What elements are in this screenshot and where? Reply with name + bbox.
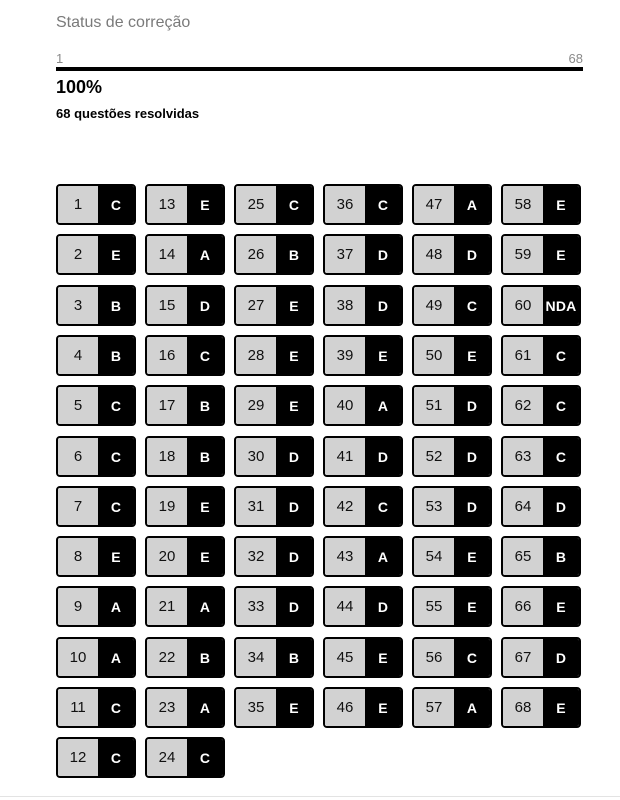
answer-cell[interactable] — [323, 285, 403, 326]
bottom-divider — [0, 796, 620, 797]
answer-letter: A — [187, 588, 223, 625]
question-number: 25 — [236, 186, 276, 223]
answer-letter: NDA — [543, 287, 579, 324]
question-number: 9 — [58, 588, 98, 625]
question-number: 46 — [325, 689, 365, 726]
question-number: 43 — [325, 538, 365, 575]
question-number: 1 — [58, 186, 98, 223]
answer-cell[interactable] — [234, 285, 314, 326]
answer-letter: A — [98, 639, 134, 676]
answer-cell[interactable] — [323, 385, 403, 426]
answer-cell[interactable] — [234, 234, 314, 275]
answer-letter: D — [365, 287, 401, 324]
answer-cell[interactable] — [56, 184, 136, 225]
answer-letter: A — [98, 588, 134, 625]
question-number: 53 — [414, 488, 454, 525]
question-number: 65 — [503, 538, 543, 575]
answer-cell[interactable] — [145, 385, 225, 426]
answer-cell[interactable] — [234, 486, 314, 527]
answer-cell[interactable] — [412, 586, 492, 627]
answer-letter: B — [543, 538, 579, 575]
question-number: 55 — [414, 588, 454, 625]
answer-cell[interactable] — [234, 385, 314, 426]
answer-cell[interactable] — [145, 737, 225, 778]
answer-cell[interactable] — [412, 436, 492, 477]
answer-letter: E — [187, 488, 223, 525]
answer-cell[interactable] — [323, 335, 403, 376]
answer-letter: C — [543, 337, 579, 374]
question-number: 20 — [147, 538, 187, 575]
answer-letter: E — [454, 588, 490, 625]
answer-cell[interactable] — [412, 285, 492, 326]
answer-cell[interactable] — [145, 436, 225, 477]
question-number: 52 — [414, 438, 454, 475]
answer-letter: D — [276, 538, 312, 575]
answer-letter: D — [454, 488, 490, 525]
question-number: 4 — [58, 337, 98, 374]
answer-letter: C — [98, 739, 134, 776]
question-number: 40 — [325, 387, 365, 424]
answer-letter: D — [365, 438, 401, 475]
answer-letter: D — [454, 387, 490, 424]
answer-letter: B — [187, 639, 223, 676]
answer-letter: C — [454, 639, 490, 676]
answer-cell[interactable] — [56, 436, 136, 477]
answer-letter: E — [276, 287, 312, 324]
question-number: 19 — [147, 488, 187, 525]
question-number: 38 — [325, 287, 365, 324]
answer-letter: B — [276, 639, 312, 676]
question-number: 50 — [414, 337, 454, 374]
answer-cell[interactable] — [323, 436, 403, 477]
answer-cell[interactable] — [501, 637, 581, 678]
answer-letter: A — [365, 538, 401, 575]
answer-letter: E — [187, 186, 223, 223]
answer-cell[interactable] — [501, 335, 581, 376]
question-number: 30 — [236, 438, 276, 475]
question-number: 57 — [414, 689, 454, 726]
answer-letter: D — [543, 488, 579, 525]
status-title: Status de correção — [56, 14, 191, 31]
answer-cell[interactable] — [412, 184, 492, 225]
question-number: 39 — [325, 337, 365, 374]
question-number: 67 — [503, 639, 543, 676]
answer-cell[interactable] — [145, 335, 225, 376]
answer-cell[interactable] — [234, 436, 314, 477]
answer-cell[interactable] — [56, 637, 136, 678]
answer-cell[interactable] — [234, 687, 314, 728]
answer-letter: E — [276, 689, 312, 726]
answer-letter: A — [454, 186, 490, 223]
question-number: 18 — [147, 438, 187, 475]
question-number: 24 — [147, 739, 187, 776]
answer-letter: C — [98, 387, 134, 424]
answer-cell[interactable] — [412, 486, 492, 527]
answer-cell[interactable] — [56, 285, 136, 326]
resolved-summary — [56, 106, 199, 121]
answer-cell[interactable] — [56, 486, 136, 527]
question-number: 5 — [58, 387, 98, 424]
question-number: 32 — [236, 538, 276, 575]
question-number: 42 — [325, 488, 365, 525]
answer-letter: D — [454, 438, 490, 475]
answer-cell[interactable] — [56, 737, 136, 778]
answer-cell[interactable] — [145, 285, 225, 326]
answer-letter: E — [98, 236, 134, 273]
answer-cell[interactable] — [323, 184, 403, 225]
answer-cell[interactable] — [501, 285, 581, 326]
answer-grid — [56, 184, 586, 784]
answer-cell[interactable] — [145, 586, 225, 627]
answer-cell[interactable] — [234, 586, 314, 627]
question-number: 26 — [236, 236, 276, 273]
answer-letter: D — [365, 236, 401, 273]
question-number: 3 — [58, 287, 98, 324]
question-number: 59 — [503, 236, 543, 273]
answer-cell[interactable] — [234, 536, 314, 577]
answer-letter: C — [543, 387, 579, 424]
answer-cell[interactable] — [234, 335, 314, 376]
question-number: 61 — [503, 337, 543, 374]
answer-cell[interactable] — [56, 234, 136, 275]
resolved-count: 68 — [56, 106, 71, 121]
answer-letter: B — [98, 337, 134, 374]
question-number: 64 — [503, 488, 543, 525]
answer-letter: E — [276, 387, 312, 424]
resolved-label: questões resolvidas — [74, 106, 200, 121]
question-number: 44 — [325, 588, 365, 625]
question-number: 49 — [414, 287, 454, 324]
answer-letter: A — [454, 689, 490, 726]
answer-letter: E — [454, 337, 490, 374]
answer-cell[interactable] — [56, 385, 136, 426]
answer-cell[interactable] — [145, 687, 225, 728]
answer-letter: C — [187, 739, 223, 776]
progress-bar — [56, 67, 583, 71]
answer-letter: A — [187, 689, 223, 726]
answer-letter: C — [276, 186, 312, 223]
question-number: 51 — [414, 387, 454, 424]
answer-cell[interactable] — [323, 637, 403, 678]
answer-cell[interactable] — [501, 234, 581, 275]
question-number: 6 — [58, 438, 98, 475]
answer-cell[interactable] — [145, 184, 225, 225]
answer-letter: A — [365, 387, 401, 424]
answer-cell[interactable] — [501, 486, 581, 527]
question-number: 60 — [503, 287, 543, 324]
answer-cell[interactable] — [501, 536, 581, 577]
answer-cell[interactable] — [412, 687, 492, 728]
answer-cell[interactable] — [56, 687, 136, 728]
question-number: 29 — [236, 387, 276, 424]
answer-cell[interactable] — [145, 536, 225, 577]
answer-cell[interactable] — [56, 335, 136, 376]
question-number: 16 — [147, 337, 187, 374]
question-number: 35 — [236, 689, 276, 726]
question-number: 66 — [503, 588, 543, 625]
answer-letter: E — [276, 337, 312, 374]
question-number: 56 — [414, 639, 454, 676]
answer-letter: E — [365, 639, 401, 676]
answer-letter: C — [98, 186, 134, 223]
question-number: 33 — [236, 588, 276, 625]
answer-cell[interactable] — [412, 385, 492, 426]
answer-letter: C — [543, 438, 579, 475]
answer-letter: E — [365, 337, 401, 374]
answer-letter: A — [187, 236, 223, 273]
answer-letter: E — [454, 538, 490, 575]
answer-letter: E — [543, 689, 579, 726]
answer-cell[interactable] — [145, 486, 225, 527]
question-number: 14 — [147, 236, 187, 273]
answer-cell[interactable] — [412, 335, 492, 376]
question-number: 31 — [236, 488, 276, 525]
question-number: 47 — [414, 186, 454, 223]
question-number: 41 — [325, 438, 365, 475]
answer-cell[interactable] — [501, 184, 581, 225]
question-number: 13 — [147, 186, 187, 223]
answer-letter: C — [98, 689, 134, 726]
question-number: 8 — [58, 538, 98, 575]
answer-cell[interactable] — [145, 637, 225, 678]
question-number: 48 — [414, 236, 454, 273]
answer-letter: B — [276, 236, 312, 273]
answer-cell[interactable] — [323, 536, 403, 577]
answer-letter: E — [98, 538, 134, 575]
question-number: 27 — [236, 287, 276, 324]
question-number: 2 — [58, 236, 98, 273]
question-number: 68 — [503, 689, 543, 726]
answer-cell[interactable] — [145, 234, 225, 275]
answer-cell[interactable] — [56, 536, 136, 577]
question-number: 58 — [503, 186, 543, 223]
answer-letter: B — [98, 287, 134, 324]
answer-letter: E — [365, 689, 401, 726]
answer-letter: C — [365, 488, 401, 525]
answer-letter: C — [365, 186, 401, 223]
question-number: 62 — [503, 387, 543, 424]
question-number: 10 — [58, 639, 98, 676]
question-number: 11 — [58, 689, 98, 726]
question-number: 22 — [147, 639, 187, 676]
question-number: 7 — [58, 488, 98, 525]
question-number: 12 — [58, 739, 98, 776]
answer-letter: C — [454, 287, 490, 324]
question-number: 21 — [147, 588, 187, 625]
answer-letter: D — [276, 588, 312, 625]
answer-letter: D — [187, 287, 223, 324]
answer-letter: C — [98, 488, 134, 525]
answer-cell[interactable] — [501, 436, 581, 477]
answer-cell[interactable] — [412, 536, 492, 577]
answer-letter: E — [187, 538, 223, 575]
question-number: 28 — [236, 337, 276, 374]
question-number: 36 — [325, 186, 365, 223]
answer-cell[interactable] — [323, 234, 403, 275]
answer-letter: C — [187, 337, 223, 374]
answer-cell[interactable] — [501, 586, 581, 627]
answer-cell[interactable] — [56, 586, 136, 627]
answer-cell[interactable] — [323, 586, 403, 627]
question-number: 15 — [147, 287, 187, 324]
question-number: 23 — [147, 689, 187, 726]
question-number: 54 — [414, 538, 454, 575]
answer-cell[interactable] — [323, 486, 403, 527]
progress-min-label: 1 — [56, 51, 64, 66]
answer-letter: E — [543, 236, 579, 273]
answer-cell[interactable] — [412, 637, 492, 678]
progress-percent: 100% — [56, 77, 103, 97]
question-number: 45 — [325, 639, 365, 676]
answer-cell[interactable] — [412, 234, 492, 275]
answer-letter: B — [187, 438, 223, 475]
answer-cell[interactable] — [234, 184, 314, 225]
answer-letter: B — [187, 387, 223, 424]
answer-cell[interactable] — [234, 637, 314, 678]
question-number: 37 — [325, 236, 365, 273]
question-number: 63 — [503, 438, 543, 475]
answer-cell[interactable] — [323, 687, 403, 728]
question-number: 34 — [236, 639, 276, 676]
answer-letter: D — [276, 488, 312, 525]
answer-letter: D — [543, 639, 579, 676]
answer-cell[interactable] — [501, 385, 581, 426]
answer-letter: E — [543, 588, 579, 625]
question-number: 17 — [147, 387, 187, 424]
answer-letter: D — [365, 588, 401, 625]
progress-fill — [56, 67, 583, 71]
progress-max-label: 68 — [568, 51, 583, 66]
answer-letter: E — [543, 186, 579, 223]
answer-letter: D — [454, 236, 490, 273]
answer-letter: D — [276, 438, 312, 475]
answer-letter: C — [98, 438, 134, 475]
answer-cell[interactable] — [501, 687, 581, 728]
